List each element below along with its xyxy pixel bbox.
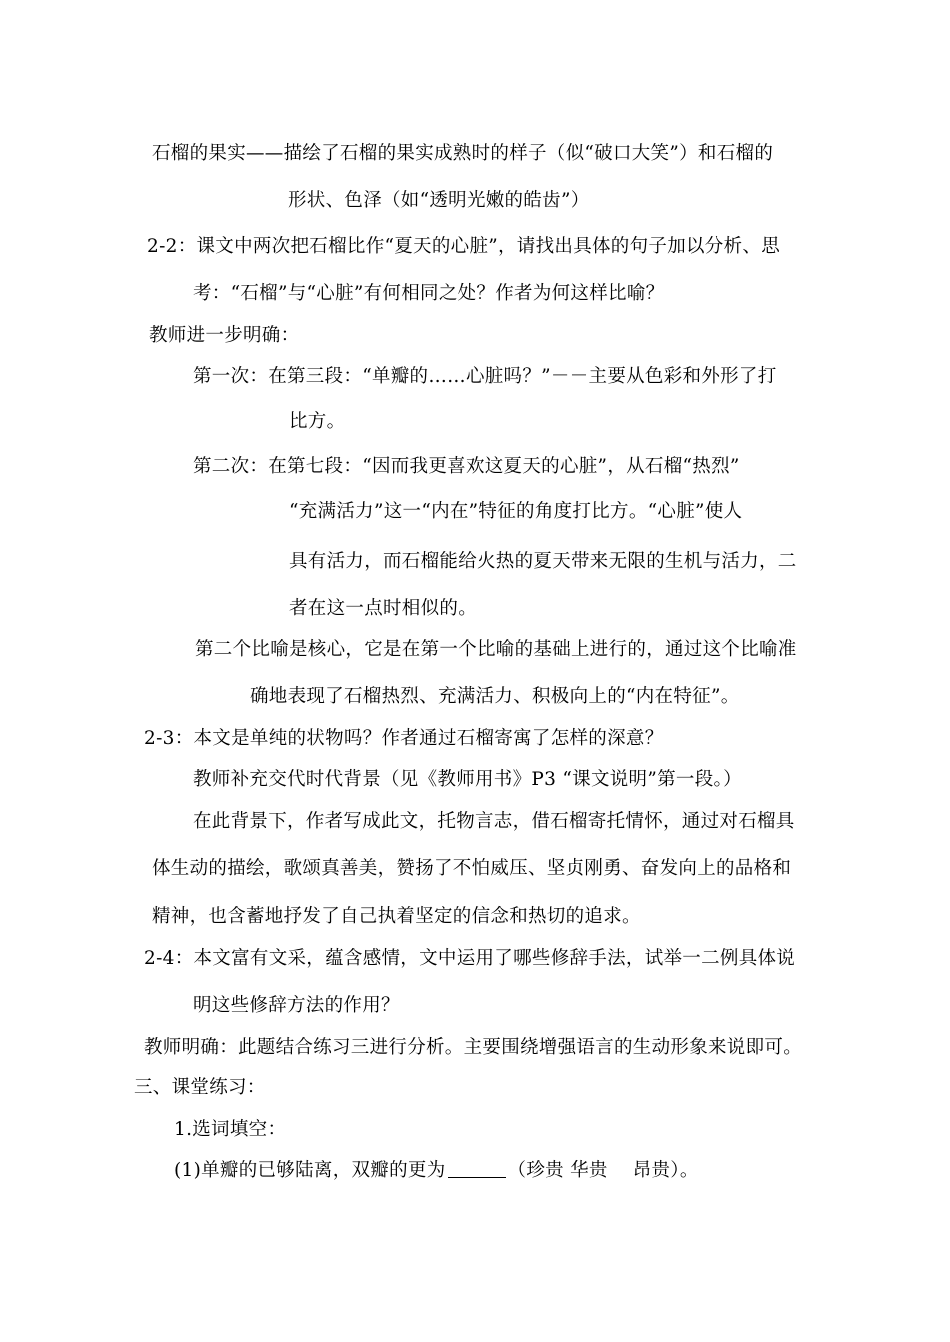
text-line-13: 确地表现了石榴热烈、充满活力、积极向上的“内在特征”。 <box>250 686 740 707</box>
text-line-6: 第一次：在第三段：“单瓣的……心脏吗？”－－主要从色彩和外形了打 <box>193 366 777 387</box>
text-line-21: 教师明确：此题结合练习三进行分析。主要围绕增强语言的生动形象来说即可。 <box>144 1037 803 1058</box>
text-line-11: 者在这一点时相似的。 <box>289 598 478 619</box>
text-line-7: 比方。 <box>289 411 346 432</box>
text-line-23: 1.选词填空： <box>174 1119 287 1140</box>
section-heading-exercise: 三、课堂练习： <box>134 1077 266 1098</box>
text-line-10: 具有活力，而石榴能给火热的夏天带来无限的生机与活力，二 <box>289 551 797 572</box>
text-line-3: 2-2：课文中两次把石榴比作“夏天的心脏”，请找出具体的句子加以分析、思 <box>147 236 781 257</box>
text-line-16: 在此背景下，作者写成此文，托物言志，借石榴寄托情怀，通过对石榴具 <box>193 811 795 832</box>
text-line-9: “充满活力”这一“内在”特征的角度打比方。“心脏”使人 <box>289 501 743 522</box>
fill-in-blank <box>448 1159 506 1178</box>
text-line-2: 形状、色泽（如“透明光嫩的皓齿”） <box>288 190 590 211</box>
text-line-12: 第二个比喻是核心，它是在第一个比喻的基础上进行的，通过这个比喻准 <box>195 639 797 660</box>
text-line-17: 体生动的描绘，歌颂真善美，赞扬了不怕威压、坚贞刚勇、奋发向上的品格和 <box>152 858 792 879</box>
text-line-15: 教师补充交代时代背景（见《教师用书》P3 “课文说明”第一段。） <box>193 769 742 790</box>
exercise-suffix: （珍贵 华贵 昂贵）。 <box>507 1160 699 1181</box>
text-line-14: 2-3：本文是单纯的状物吗？作者通过石榴寄寓了怎样的深意？ <box>144 728 664 749</box>
text-line-5: 教师进一步明确： <box>149 325 300 346</box>
exercise-item-1 <box>174 1159 699 1183</box>
text-line-20: 明这些修辞方法的作用？ <box>193 995 400 1016</box>
text-line-4: 考：“石榴”与“心脏”有何相同之处？作者为何这样比喻？ <box>193 283 665 304</box>
exercise-prefix: (1)单瓣的已够陆离，双瓣的更为 <box>174 1160 446 1181</box>
text-line-1: 石榴的果实——描绘了石榴的果实成熟时的样子（似“破口大笑”）和石榴的 <box>152 143 774 164</box>
text-line-18: 精神，也含蓄地抒发了自己执着坚定的信念和热切的追求。 <box>152 906 641 927</box>
text-line-8: 第二次：在第七段：“因而我更喜欢这夏天的心脏”，从石榴“热烈” <box>193 456 740 477</box>
text-line-19: 2-4：本文富有文采，蕴含感情，文中运用了哪些修辞手法，试举一二例具体说 <box>144 948 796 969</box>
